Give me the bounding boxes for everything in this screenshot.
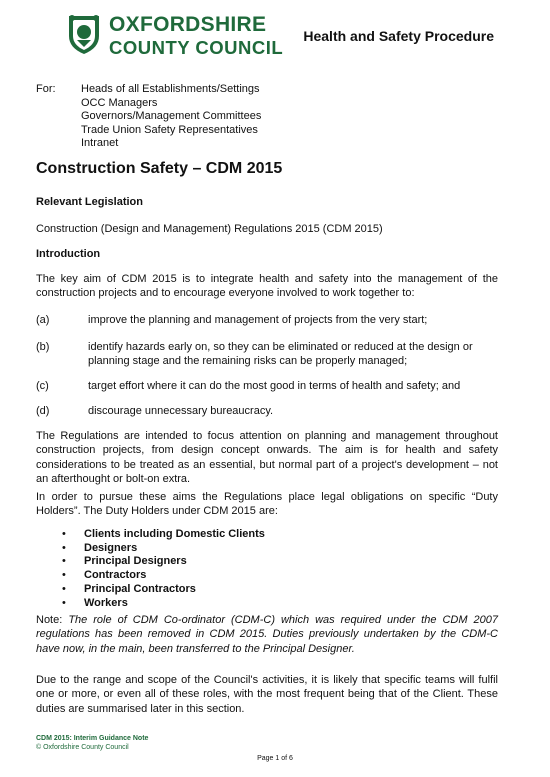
duty-holder-name: Workers bbox=[84, 596, 128, 609]
item-text: discourage unnecessary bureaucracy. bbox=[88, 405, 274, 417]
council-logo bbox=[64, 12, 284, 58]
list-item bbox=[62, 583, 265, 597]
item-text: improve the planning and management of projects from the very start; bbox=[88, 314, 428, 326]
recipient: Governors/Management Committees bbox=[81, 110, 262, 123]
county-crest-icon bbox=[64, 12, 104, 56]
regulations-paragraph: The Regulations are intended to focus attention on planning and management throughout construction projects, from design concept onwards. The aim is for health and safety considerations to be treated as an essential, but normal part of a project's development – not an afterthought or bolt-on extra. bbox=[36, 430, 498, 485]
footer-copyright: © Oxfordshire County Council bbox=[36, 744, 129, 751]
legislation-text: Construction (Design and Management) Regulations 2015 (CDM 2015) bbox=[36, 223, 383, 235]
document-type: Health and Safety Procedure bbox=[303, 28, 494, 44]
legislation-heading: Relevant Legislation bbox=[36, 196, 143, 208]
duty-holders-intro: In order to pursue these aims the Regulations place legal obligations on specific “Duty Holders”. The Duty Holders under CDM 2015 are: bbox=[36, 491, 498, 518]
recipient: OCC Managers bbox=[81, 96, 158, 109]
item-text: target effort where it can do the most good in terms of health and safety; and bbox=[88, 380, 461, 392]
recipient: Heads of all Establishments/Settings bbox=[81, 83, 260, 95]
bullet-icon: • bbox=[62, 555, 66, 568]
logo-line-2: COUNTY COUNCIL bbox=[109, 37, 284, 58]
duty-holder-name: Designers bbox=[84, 541, 138, 554]
introduction-lead: The key aim of CDM 2015 is to integrate health and safety into the management of the construction projects and to encourage everyone involved to work together to: bbox=[36, 273, 498, 300]
recipient: Trade Union Safety Representatives bbox=[81, 123, 258, 136]
bullet-icon: • bbox=[62, 582, 66, 595]
recipient: Intranet bbox=[81, 137, 119, 150]
list-item bbox=[62, 597, 265, 611]
duty-holder-name: Clients including Domestic Clients bbox=[84, 528, 265, 540]
item-text: identify hazards early on, so they can be eliminated or reduced at the design or planning stage and the remaining risks can be properly managed; bbox=[88, 341, 473, 368]
item-marker: (b) bbox=[36, 341, 50, 353]
list-item bbox=[62, 528, 265, 542]
distribution-list bbox=[36, 83, 261, 151]
duty-holder-list bbox=[62, 528, 265, 610]
item-marker: (a) bbox=[36, 314, 50, 326]
item-marker: (d) bbox=[36, 405, 50, 417]
list-item bbox=[62, 555, 265, 569]
list-item bbox=[62, 569, 265, 583]
introduction-heading: Introduction bbox=[36, 248, 101, 260]
duty-holder-name: Principal Designers bbox=[84, 555, 187, 568]
for-label: For: bbox=[36, 83, 56, 95]
bullet-icon: • bbox=[62, 528, 66, 540]
page-title: Construction Safety – CDM 2015 bbox=[36, 160, 283, 177]
note-label: Note: bbox=[36, 614, 63, 626]
note-text: The role of CDM Co-ordinator (CDM-C) which was required under the CDM 2007 regulations has been removed in CDM 2015. Duties previously undertaken by the CDM-C have now, in the main, been transferred to the Principal Designer. bbox=[36, 614, 499, 655]
logo-line-1: OXFORDSHIRE bbox=[109, 13, 267, 36]
footer-title: CDM 2015: Interim Guidance Note bbox=[36, 735, 149, 742]
duty-holder-name: Contractors bbox=[84, 569, 147, 582]
duty-holder-name: Principal Contractors bbox=[84, 582, 196, 595]
bullet-icon: • bbox=[62, 541, 66, 554]
bullet-icon: • bbox=[62, 569, 66, 582]
item-marker: (c) bbox=[36, 380, 49, 392]
page-number: Page 1 of 6 bbox=[257, 755, 293, 762]
cdm-coordinator-note bbox=[36, 613, 498, 656]
roles-paragraph: Due to the range and scope of the Council's activities, it is likely that specific teams will fulfil one or more, or even all of these roles, with the most frequent being that of the Client. These duties are summarised later in this section. bbox=[36, 674, 498, 715]
bullet-icon: • bbox=[62, 596, 66, 609]
list-item bbox=[62, 542, 265, 556]
